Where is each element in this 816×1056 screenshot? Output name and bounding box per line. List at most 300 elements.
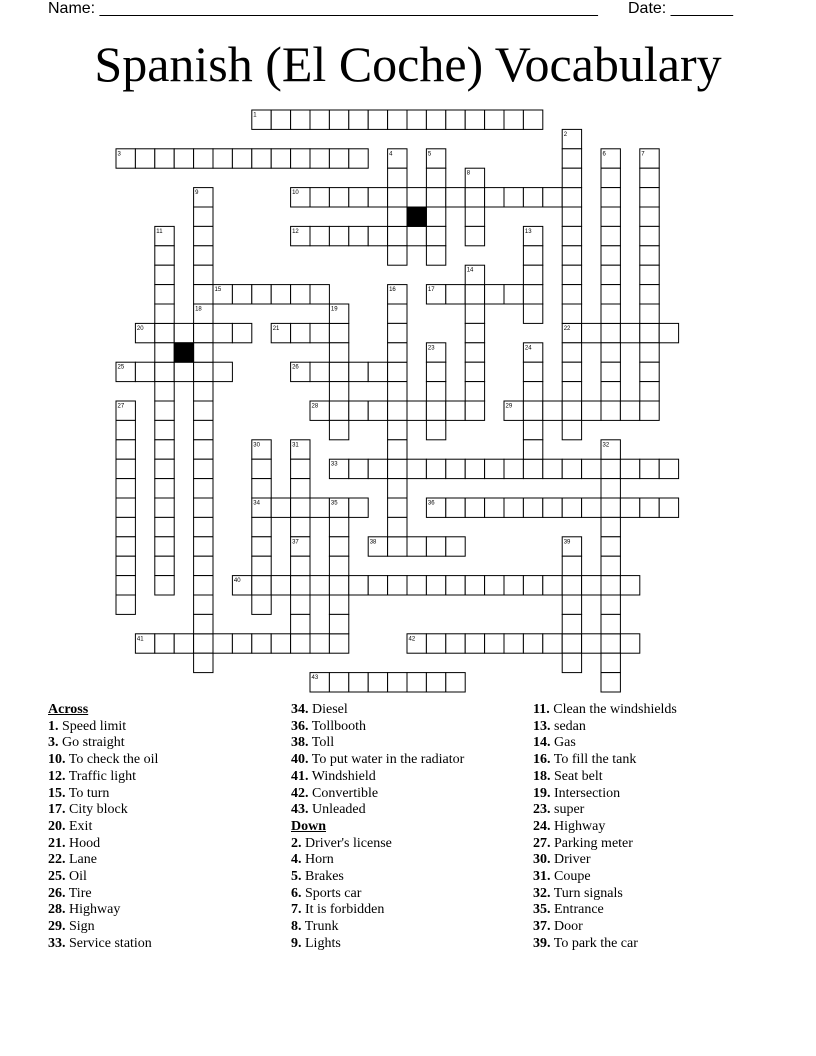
- grid-cell[interactable]: [116, 556, 135, 575]
- grid-cell[interactable]: [174, 149, 193, 168]
- grid-cell[interactable]: [310, 498, 329, 517]
- grid-cell[interactable]: [388, 188, 407, 207]
- grid-cell[interactable]: [601, 246, 620, 265]
- grid-cell[interactable]: [155, 556, 174, 575]
- grid-cell[interactable]: [523, 440, 542, 459]
- grid-cell[interactable]: [291, 517, 310, 536]
- grid-cell[interactable]: [562, 207, 581, 226]
- grid-cell[interactable]: [465, 343, 484, 362]
- name-field[interactable]: Name: ________________________________________________________: [48, 0, 598, 17]
- grid-cell[interactable]: [194, 498, 213, 517]
- grid-cell[interactable]: [388, 401, 407, 420]
- grid-cell[interactable]: [446, 285, 465, 304]
- grid-cell[interactable]: [155, 440, 174, 459]
- grid-cell[interactable]: [349, 188, 368, 207]
- grid-cell[interactable]: [155, 362, 174, 381]
- grid-cell[interactable]: [174, 634, 193, 653]
- grid-cell[interactable]: [368, 362, 387, 381]
- grid-cell[interactable]: [620, 401, 639, 420]
- grid-cell[interactable]: [640, 168, 659, 187]
- grid-cell[interactable]: [388, 459, 407, 478]
- grid-cell[interactable]: [620, 323, 639, 342]
- grid-cell[interactable]: [485, 634, 504, 653]
- grid-cell[interactable]: [562, 226, 581, 245]
- grid-cell[interactable]: [194, 343, 213, 362]
- grid-cell[interactable]: [155, 420, 174, 439]
- grid-cell[interactable]: [291, 479, 310, 498]
- grid-cell[interactable]: [388, 207, 407, 226]
- grid-cell[interactable]: [310, 323, 329, 342]
- grid-cell[interactable]: [426, 226, 445, 245]
- grid-cell[interactable]: [310, 188, 329, 207]
- grid-cell[interactable]: [562, 304, 581, 323]
- grid-cell[interactable]: [388, 382, 407, 401]
- grid-cell[interactable]: [349, 498, 368, 517]
- grid-cell[interactable]: [640, 362, 659, 381]
- grid-cell[interactable]: [349, 149, 368, 168]
- grid-cell[interactable]: [407, 537, 426, 556]
- grid-cell[interactable]: [155, 149, 174, 168]
- grid-cell[interactable]: [194, 382, 213, 401]
- grid-cell[interactable]: [155, 343, 174, 362]
- grid-cell[interactable]: [291, 459, 310, 478]
- grid-cell[interactable]: [388, 420, 407, 439]
- grid-cell[interactable]: [562, 149, 581, 168]
- grid-cell[interactable]: [601, 653, 620, 672]
- grid-cell[interactable]: [640, 265, 659, 284]
- grid-cell[interactable]: [155, 304, 174, 323]
- grid-cell[interactable]: [194, 614, 213, 633]
- grid-cell[interactable]: [349, 576, 368, 595]
- grid-cell[interactable]: [388, 304, 407, 323]
- grid-cell[interactable]: [116, 537, 135, 556]
- grid-cell[interactable]: [329, 614, 348, 633]
- grid-cell[interactable]: [291, 576, 310, 595]
- grid-cell[interactable]: [194, 323, 213, 342]
- grid-cell[interactable]: [329, 110, 348, 129]
- grid-cell[interactable]: [329, 343, 348, 362]
- grid-cell[interactable]: [116, 595, 135, 614]
- grid-cell[interactable]: [194, 420, 213, 439]
- grid-cell[interactable]: [329, 226, 348, 245]
- grid-cell[interactable]: [485, 110, 504, 129]
- grid-cell[interactable]: [582, 498, 601, 517]
- grid-cell[interactable]: [155, 285, 174, 304]
- grid-cell[interactable]: [116, 517, 135, 536]
- grid-cell[interactable]: [659, 323, 678, 342]
- grid-cell[interactable]: [426, 110, 445, 129]
- grid-cell[interactable]: [194, 595, 213, 614]
- grid-cell[interactable]: [291, 149, 310, 168]
- grid-cell[interactable]: [271, 634, 290, 653]
- grid-cell[interactable]: [620, 634, 639, 653]
- grid-cell[interactable]: [194, 401, 213, 420]
- grid-cell[interactable]: [562, 246, 581, 265]
- grid-cell[interactable]: [543, 188, 562, 207]
- grid-cell[interactable]: [640, 207, 659, 226]
- grid-cell[interactable]: [155, 479, 174, 498]
- grid-cell[interactable]: [543, 498, 562, 517]
- grid-cell[interactable]: [349, 226, 368, 245]
- grid-cell[interactable]: [465, 459, 484, 478]
- grid-cell[interactable]: [388, 517, 407, 536]
- grid-cell[interactable]: [291, 634, 310, 653]
- grid-cell[interactable]: [329, 401, 348, 420]
- grid-cell[interactable]: [368, 576, 387, 595]
- grid-cell[interactable]: [194, 149, 213, 168]
- grid-cell[interactable]: [562, 382, 581, 401]
- grid-cell[interactable]: [232, 634, 251, 653]
- grid-cell[interactable]: [446, 401, 465, 420]
- grid-cell[interactable]: [388, 479, 407, 498]
- grid-cell[interactable]: [388, 323, 407, 342]
- grid-cell[interactable]: [485, 498, 504, 517]
- grid-cell[interactable]: [155, 517, 174, 536]
- grid-cell[interactable]: [465, 498, 484, 517]
- grid-cell[interactable]: [194, 285, 213, 304]
- grid-cell[interactable]: [465, 362, 484, 381]
- grid-cell[interactable]: [213, 362, 232, 381]
- grid-cell[interactable]: [135, 362, 154, 381]
- grid-cell[interactable]: [426, 188, 445, 207]
- grid-cell[interactable]: [640, 459, 659, 478]
- grid-cell[interactable]: [562, 362, 581, 381]
- grid-cell[interactable]: [155, 246, 174, 265]
- grid-cell[interactable]: [271, 110, 290, 129]
- grid-cell[interactable]: [349, 401, 368, 420]
- grid-cell[interactable]: [601, 382, 620, 401]
- grid-cell[interactable]: [601, 343, 620, 362]
- grid-cell[interactable]: [601, 459, 620, 478]
- grid-cell[interactable]: [426, 420, 445, 439]
- grid-cell[interactable]: [465, 382, 484, 401]
- grid-cell[interactable]: [562, 576, 581, 595]
- grid-cell[interactable]: [407, 673, 426, 692]
- grid-cell[interactable]: [426, 401, 445, 420]
- grid-cell[interactable]: [310, 634, 329, 653]
- grid-cell[interactable]: [601, 673, 620, 692]
- grid-cell[interactable]: [640, 188, 659, 207]
- grid-cell[interactable]: [582, 576, 601, 595]
- grid-cell[interactable]: [620, 576, 639, 595]
- grid-cell[interactable]: [562, 265, 581, 284]
- grid-cell[interactable]: [310, 149, 329, 168]
- grid-cell[interactable]: [523, 188, 542, 207]
- grid-cell[interactable]: [620, 498, 639, 517]
- grid-cell[interactable]: [194, 517, 213, 536]
- grid-cell[interactable]: [601, 556, 620, 575]
- grid-cell[interactable]: [446, 459, 465, 478]
- grid-cell[interactable]: [446, 576, 465, 595]
- grid-cell[interactable]: [601, 265, 620, 284]
- grid-cell[interactable]: [116, 576, 135, 595]
- grid-cell[interactable]: [426, 168, 445, 187]
- grid-cell[interactable]: [543, 401, 562, 420]
- grid-cell[interactable]: [504, 188, 523, 207]
- grid-cell[interactable]: [368, 188, 387, 207]
- grid-cell[interactable]: [155, 537, 174, 556]
- grid-cell[interactable]: [194, 246, 213, 265]
- grid-cell[interactable]: [388, 673, 407, 692]
- grid-cell[interactable]: [291, 556, 310, 575]
- grid-cell[interactable]: [601, 401, 620, 420]
- grid-cell[interactable]: [232, 149, 251, 168]
- grid-cell[interactable]: [252, 517, 271, 536]
- grid-cell[interactable]: [582, 634, 601, 653]
- grid-cell[interactable]: [523, 110, 542, 129]
- grid-cell[interactable]: [388, 498, 407, 517]
- grid-cell[interactable]: [349, 459, 368, 478]
- grid-cell[interactable]: [329, 673, 348, 692]
- grid-cell[interactable]: [543, 576, 562, 595]
- grid-cell[interactable]: [446, 188, 465, 207]
- grid-cell[interactable]: [640, 343, 659, 362]
- grid-cell[interactable]: [194, 634, 213, 653]
- grid-cell[interactable]: [388, 440, 407, 459]
- grid-cell[interactable]: [368, 459, 387, 478]
- grid-cell[interactable]: [291, 614, 310, 633]
- grid-cell[interactable]: [252, 634, 271, 653]
- grid-cell[interactable]: [271, 576, 290, 595]
- grid-cell[interactable]: [310, 576, 329, 595]
- grid-cell[interactable]: [543, 634, 562, 653]
- grid-cell[interactable]: [523, 265, 542, 284]
- grid-cell[interactable]: [291, 595, 310, 614]
- grid-cell[interactable]: [329, 382, 348, 401]
- grid-cell[interactable]: [562, 556, 581, 575]
- grid-cell[interactable]: [601, 168, 620, 187]
- grid-cell[interactable]: [213, 149, 232, 168]
- grid-cell[interactable]: [426, 537, 445, 556]
- grid-cell[interactable]: [523, 498, 542, 517]
- grid-cell[interactable]: [465, 188, 484, 207]
- grid-cell[interactable]: [523, 246, 542, 265]
- grid-cell[interactable]: [388, 226, 407, 245]
- grid-cell[interactable]: [562, 188, 581, 207]
- grid-cell[interactable]: [116, 420, 135, 439]
- grid-cell[interactable]: [407, 110, 426, 129]
- grid-cell[interactable]: [329, 537, 348, 556]
- grid-cell[interactable]: [271, 149, 290, 168]
- grid-cell[interactable]: [601, 517, 620, 536]
- grid-cell[interactable]: [446, 537, 465, 556]
- grid-cell[interactable]: [426, 576, 445, 595]
- grid-cell[interactable]: [562, 343, 581, 362]
- grid-cell[interactable]: [291, 498, 310, 517]
- grid-cell[interactable]: [291, 285, 310, 304]
- grid-cell[interactable]: [116, 498, 135, 517]
- grid-cell[interactable]: [640, 498, 659, 517]
- grid-cell[interactable]: [194, 576, 213, 595]
- grid-cell[interactable]: [368, 673, 387, 692]
- grid-cell[interactable]: [601, 362, 620, 381]
- grid-cell[interactable]: [640, 401, 659, 420]
- grid-cell[interactable]: [504, 110, 523, 129]
- grid-cell[interactable]: [232, 323, 251, 342]
- grid-cell[interactable]: [388, 576, 407, 595]
- grid-cell[interactable]: [388, 537, 407, 556]
- grid-cell[interactable]: [523, 304, 542, 323]
- grid-cell[interactable]: [446, 634, 465, 653]
- grid-cell[interactable]: [640, 226, 659, 245]
- grid-cell[interactable]: [485, 576, 504, 595]
- grid-cell[interactable]: [504, 576, 523, 595]
- grid-cell[interactable]: [601, 226, 620, 245]
- grid-cell[interactable]: [155, 459, 174, 478]
- grid-cell[interactable]: [271, 498, 290, 517]
- grid-cell[interactable]: [446, 498, 465, 517]
- grid-cell[interactable]: [465, 323, 484, 342]
- grid-cell[interactable]: [194, 362, 213, 381]
- grid-cell[interactable]: [329, 556, 348, 575]
- grid-cell[interactable]: [601, 304, 620, 323]
- grid-cell[interactable]: [388, 110, 407, 129]
- grid-cell[interactable]: [485, 459, 504, 478]
- grid-cell[interactable]: [194, 556, 213, 575]
- grid-cell[interactable]: [329, 188, 348, 207]
- grid-cell[interactable]: [640, 382, 659, 401]
- grid-cell[interactable]: [504, 634, 523, 653]
- grid-cell[interactable]: [135, 149, 154, 168]
- grid-cell[interactable]: [543, 459, 562, 478]
- grid-cell[interactable]: [388, 343, 407, 362]
- grid-cell[interactable]: [194, 537, 213, 556]
- grid-cell[interactable]: [562, 634, 581, 653]
- grid-cell[interactable]: [329, 595, 348, 614]
- grid-cell[interactable]: [349, 673, 368, 692]
- grid-cell[interactable]: [523, 401, 542, 420]
- grid-cell[interactable]: [446, 110, 465, 129]
- grid-cell[interactable]: [252, 537, 271, 556]
- grid-cell[interactable]: [601, 595, 620, 614]
- grid-cell[interactable]: [601, 207, 620, 226]
- grid-cell[interactable]: [194, 440, 213, 459]
- grid-cell[interactable]: [640, 285, 659, 304]
- grid-cell[interactable]: [562, 420, 581, 439]
- grid-cell[interactable]: [640, 304, 659, 323]
- grid-cell[interactable]: [213, 634, 232, 653]
- grid-cell[interactable]: [368, 110, 387, 129]
- grid-cell[interactable]: [291, 323, 310, 342]
- grid-cell[interactable]: [446, 673, 465, 692]
- grid-cell[interactable]: [155, 323, 174, 342]
- grid-cell[interactable]: [659, 459, 678, 478]
- grid-cell[interactable]: [465, 401, 484, 420]
- grid-cell[interactable]: [562, 595, 581, 614]
- grid-cell[interactable]: [194, 226, 213, 245]
- grid-cell[interactable]: [194, 459, 213, 478]
- grid-cell[interactable]: [252, 149, 271, 168]
- grid-cell[interactable]: [329, 149, 348, 168]
- grid-cell[interactable]: [504, 285, 523, 304]
- grid-cell[interactable]: [582, 401, 601, 420]
- grid-cell[interactable]: [601, 576, 620, 595]
- grid-cell[interactable]: [194, 207, 213, 226]
- grid-cell[interactable]: [582, 459, 601, 478]
- grid-cell[interactable]: [174, 362, 193, 381]
- grid-cell[interactable]: [252, 595, 271, 614]
- grid-cell[interactable]: [271, 285, 290, 304]
- grid-cell[interactable]: [407, 226, 426, 245]
- grid-cell[interactable]: [174, 323, 193, 342]
- grid-cell[interactable]: [368, 401, 387, 420]
- grid-cell[interactable]: [155, 634, 174, 653]
- grid-cell[interactable]: [601, 479, 620, 498]
- grid-cell[interactable]: [465, 576, 484, 595]
- grid-cell[interactable]: [601, 634, 620, 653]
- grid-cell[interactable]: [310, 285, 329, 304]
- grid-cell[interactable]: [426, 246, 445, 265]
- grid-cell[interactable]: [116, 440, 135, 459]
- grid-cell[interactable]: [194, 265, 213, 284]
- grid-cell[interactable]: [523, 382, 542, 401]
- grid-cell[interactable]: [523, 576, 542, 595]
- grid-cell[interactable]: [485, 285, 504, 304]
- grid-cell[interactable]: [329, 362, 348, 381]
- grid-cell[interactable]: [523, 634, 542, 653]
- grid-cell[interactable]: [349, 110, 368, 129]
- grid-cell[interactable]: [426, 673, 445, 692]
- grid-cell[interactable]: [640, 323, 659, 342]
- grid-cell[interactable]: [116, 459, 135, 478]
- grid-cell[interactable]: [388, 362, 407, 381]
- grid-cell[interactable]: [310, 110, 329, 129]
- grid-cell[interactable]: [465, 110, 484, 129]
- grid-cell[interactable]: [426, 362, 445, 381]
- grid-cell[interactable]: [407, 459, 426, 478]
- grid-cell[interactable]: [252, 556, 271, 575]
- grid-cell[interactable]: [349, 362, 368, 381]
- grid-cell[interactable]: [465, 226, 484, 245]
- grid-cell[interactable]: [329, 576, 348, 595]
- grid-cell[interactable]: [601, 188, 620, 207]
- grid-cell[interactable]: [601, 614, 620, 633]
- grid-cell[interactable]: [562, 168, 581, 187]
- grid-cell[interactable]: [465, 285, 484, 304]
- grid-cell[interactable]: [426, 634, 445, 653]
- grid-cell[interactable]: [426, 382, 445, 401]
- grid-cell[interactable]: [329, 634, 348, 653]
- grid-cell[interactable]: [232, 285, 251, 304]
- grid-cell[interactable]: [582, 323, 601, 342]
- grid-cell[interactable]: [504, 459, 523, 478]
- grid-cell[interactable]: [620, 459, 639, 478]
- grid-cell[interactable]: [426, 459, 445, 478]
- grid-cell[interactable]: [329, 323, 348, 342]
- grid-cell[interactable]: [465, 304, 484, 323]
- grid-cell[interactable]: [562, 498, 581, 517]
- grid-cell[interactable]: [252, 285, 271, 304]
- grid-cell[interactable]: [562, 614, 581, 633]
- grid-cell[interactable]: [310, 226, 329, 245]
- date-field[interactable]: Date: _______: [628, 0, 733, 17]
- grid-cell[interactable]: [465, 634, 484, 653]
- grid-cell[interactable]: [388, 246, 407, 265]
- grid-cell[interactable]: [155, 576, 174, 595]
- grid-cell[interactable]: [407, 188, 426, 207]
- grid-cell[interactable]: [523, 420, 542, 439]
- grid-cell[interactable]: [194, 653, 213, 672]
- grid-cell[interactable]: [601, 285, 620, 304]
- grid-cell[interactable]: [523, 362, 542, 381]
- grid-cell[interactable]: [310, 362, 329, 381]
- grid-cell[interactable]: [329, 420, 348, 439]
- grid-cell[interactable]: [465, 207, 484, 226]
- grid-cell[interactable]: [155, 401, 174, 420]
- grid-cell[interactable]: [562, 459, 581, 478]
- grid-cell[interactable]: [407, 576, 426, 595]
- grid-cell[interactable]: [601, 498, 620, 517]
